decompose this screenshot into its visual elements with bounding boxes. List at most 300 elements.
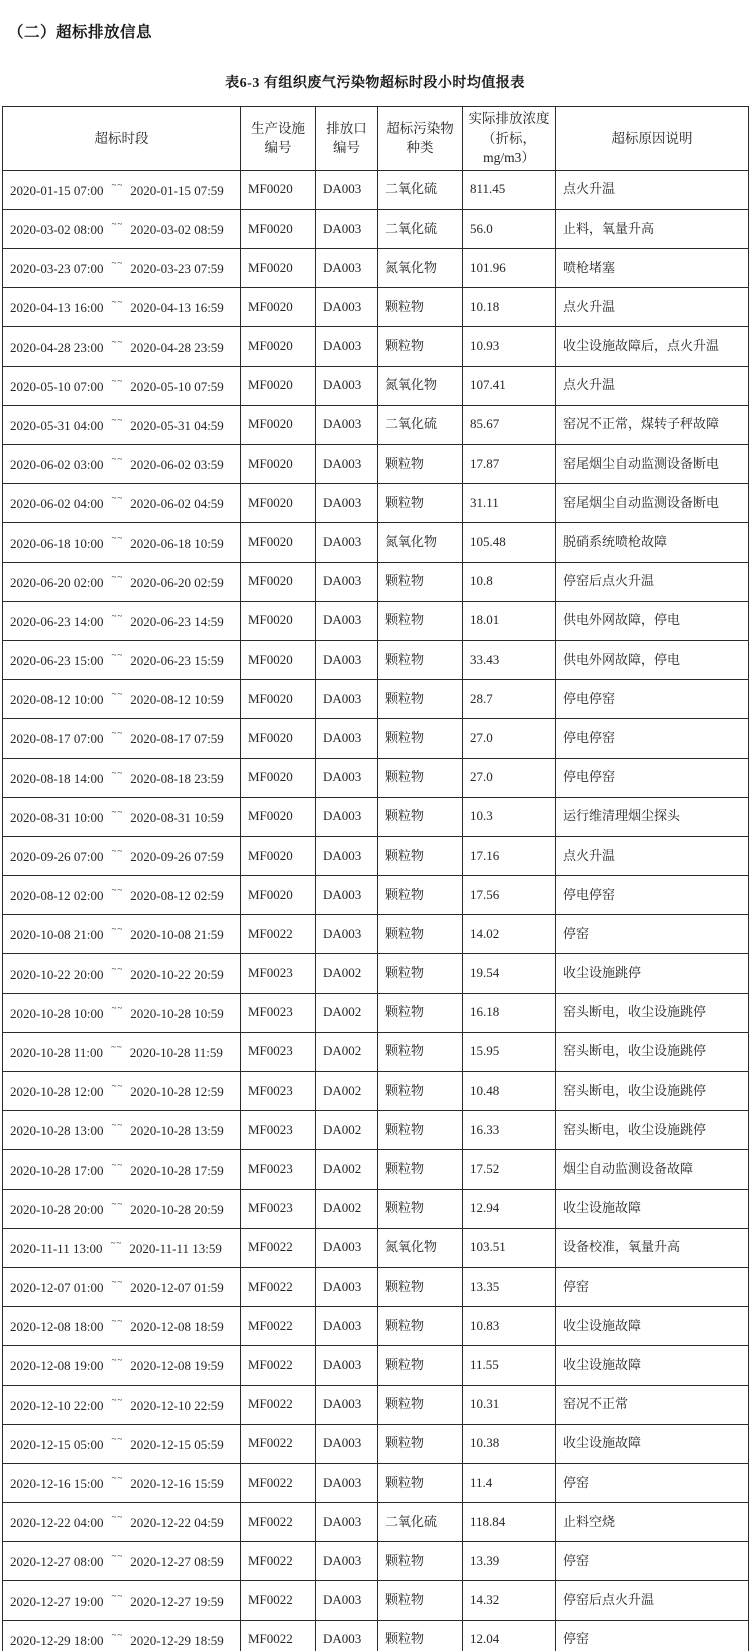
table-row — [3, 1267, 749, 1306]
period-start: 2020-08-12 10:00 — [10, 692, 104, 708]
cell-concentration: 107.41 — [463, 366, 556, 405]
cell-pollutant: 氮氧化物 — [378, 366, 463, 405]
cell-pollutant: 二氧化硫 — [378, 405, 463, 444]
table-row — [3, 562, 749, 601]
col-header-outlet-id: 排放口编号 — [316, 107, 378, 171]
cell-concentration: 17.16 — [463, 836, 556, 875]
table-row — [3, 1503, 749, 1542]
cell-facility-id: MF0020 — [241, 288, 316, 327]
cell-reason: 点火升温 — [556, 836, 749, 875]
cell-outlet-id: DA003 — [316, 758, 378, 797]
period-end: 2020-10-28 11:59 — [129, 1044, 223, 1060]
cell-facility-id: MF0020 — [241, 405, 316, 444]
cell-pollutant: 颗粒物 — [378, 1581, 463, 1620]
period-start: 2020-06-23 14:00 — [10, 613, 104, 629]
range-separator: ~~ — [111, 219, 124, 230]
cell-outlet-id: DA002 — [316, 993, 378, 1032]
cell-facility-id: MF0023 — [241, 993, 316, 1032]
cell-period — [3, 288, 241, 327]
cell-pollutant: 颗粒物 — [378, 680, 463, 719]
cell-concentration: 10.18 — [463, 288, 556, 327]
cell-reason: 停窑后点火升温 — [556, 1581, 749, 1620]
period-start: 2020-12-08 19:00 — [10, 1358, 104, 1374]
period-end: 2020-10-28 13:59 — [130, 1123, 224, 1139]
period-end: 2020-12-22 04:59 — [130, 1515, 224, 1531]
cell-period — [3, 601, 241, 640]
cell-pollutant: 氮氧化物 — [378, 523, 463, 562]
cell-concentration: 10.38 — [463, 1424, 556, 1463]
table-row — [3, 1385, 749, 1424]
period-start: 2020-08-12 02:00 — [10, 888, 104, 904]
cell-reason: 窑头断电，收尘设施跳停 — [556, 1111, 749, 1150]
cell-concentration: 101.96 — [463, 249, 556, 288]
table-row — [3, 1111, 749, 1150]
range-separator: ~~ — [111, 1473, 124, 1484]
period-start: 2020-06-23 15:00 — [10, 653, 104, 669]
cell-facility-id: MF0020 — [241, 523, 316, 562]
cell-period — [3, 1542, 241, 1581]
cell-reason: 运行维清理烟尘探头 — [556, 797, 749, 836]
cell-reason: 供电外网故障，停电 — [556, 601, 749, 640]
cell-reason: 收尘设施故障 — [556, 1189, 749, 1228]
period-end: 2020-10-22 20:59 — [130, 966, 224, 982]
period-start: 2020-10-28 11:00 — [10, 1044, 104, 1060]
cell-period — [3, 758, 241, 797]
period-start: 2020-06-02 03:00 — [10, 457, 104, 473]
cell-reason: 停电停窑 — [556, 758, 749, 797]
period-end: 2020-10-28 17:59 — [130, 1162, 224, 1178]
cell-pollutant: 颗粒物 — [378, 1463, 463, 1502]
cell-reason: 窑头断电，收尘设施跳停 — [556, 1072, 749, 1111]
period-end: 2020-12-07 01:59 — [130, 1280, 224, 1296]
cell-concentration: 27.0 — [463, 758, 556, 797]
cell-concentration: 10.48 — [463, 1072, 556, 1111]
cell-facility-id: MF0020 — [241, 327, 316, 366]
period-end: 2020-12-08 19:59 — [130, 1358, 224, 1374]
cell-concentration: 10.31 — [463, 1385, 556, 1424]
cell-facility-id: MF0023 — [241, 1111, 316, 1150]
table-row — [3, 209, 749, 248]
period-end: 2020-10-08 21:59 — [130, 927, 224, 943]
cell-concentration: 103.51 — [463, 1228, 556, 1267]
cell-concentration: 16.18 — [463, 993, 556, 1032]
period-end: 2020-08-12 10:59 — [130, 692, 224, 708]
cell-period — [3, 1346, 241, 1385]
cell-period — [3, 1385, 241, 1424]
period-start: 2020-01-15 07:00 — [10, 182, 104, 198]
cell-pollutant: 颗粒物 — [378, 1189, 463, 1228]
cell-reason: 窑头断电，收尘设施跳停 — [556, 993, 749, 1032]
cell-reason: 窑头断电，收尘设施跳停 — [556, 1032, 749, 1071]
cell-facility-id: MF0022 — [241, 1503, 316, 1542]
table-row — [3, 915, 749, 954]
cell-reason: 收尘设施故障 — [556, 1424, 749, 1463]
period-end: 2020-08-17 07:59 — [130, 731, 224, 747]
cell-pollutant: 二氧化硫 — [378, 1503, 463, 1542]
table-row — [3, 288, 749, 327]
range-separator: ~~ — [111, 1198, 124, 1209]
cell-pollutant: 颗粒物 — [378, 1307, 463, 1346]
range-separator: ~~ — [111, 532, 124, 543]
cell-reason: 停窑 — [556, 915, 749, 954]
cell-period — [3, 1150, 241, 1189]
cell-facility-id: MF0022 — [241, 1228, 316, 1267]
cell-outlet-id: DA003 — [316, 1620, 378, 1651]
cell-facility-id: MF0022 — [241, 1267, 316, 1306]
cell-period — [3, 640, 241, 679]
period-start: 2020-12-16 15:00 — [10, 1476, 104, 1492]
range-separator: ~~ — [111, 454, 124, 465]
table-row — [3, 836, 749, 875]
table-row — [3, 1032, 749, 1071]
table-title: 表6-3 有组织废气污染物超标时段小时均值报表 — [225, 76, 525, 91]
range-separator: ~~ — [111, 846, 124, 857]
period-start: 2020-12-29 18:00 — [10, 1632, 104, 1648]
section-heading: （二）超标排放信息 — [8, 24, 153, 41]
cell-facility-id: MF0020 — [241, 836, 316, 875]
period-end: 2020-08-12 02:59 — [130, 888, 224, 904]
cell-outlet-id: DA003 — [316, 1424, 378, 1463]
period-start: 2020-08-17 07:00 — [10, 731, 104, 747]
table-row — [3, 1542, 749, 1581]
cell-outlet-id: DA002 — [316, 1111, 378, 1150]
period-start: 2020-10-28 13:00 — [10, 1123, 104, 1139]
cell-period — [3, 1189, 241, 1228]
range-separator: ~~ — [110, 1237, 123, 1248]
cell-outlet-id: DA003 — [316, 797, 378, 836]
cell-period — [3, 797, 241, 836]
cell-concentration: 27.0 — [463, 719, 556, 758]
table-row — [3, 523, 749, 562]
period-start: 2020-08-31 10:00 — [10, 809, 104, 825]
cell-period — [3, 209, 241, 248]
cell-concentration: 11.55 — [463, 1346, 556, 1385]
range-separator: ~~ — [111, 1433, 124, 1444]
cell-pollutant: 颗粒物 — [378, 915, 463, 954]
cell-facility-id: MF0020 — [241, 562, 316, 601]
period-start: 2020-04-28 23:00 — [10, 339, 104, 355]
range-separator: ~~ — [111, 1002, 124, 1013]
cell-pollutant: 颗粒物 — [378, 719, 463, 758]
period-start: 2020-06-02 04:00 — [10, 496, 104, 512]
range-separator: ~~ — [111, 297, 124, 308]
period-end: 2020-06-20 02:59 — [130, 574, 224, 590]
range-separator: ~~ — [111, 1120, 124, 1131]
period-end: 2020-10-28 10:59 — [130, 1005, 224, 1021]
cell-pollutant: 颗粒物 — [378, 876, 463, 915]
period-start: 2020-12-07 01:00 — [10, 1280, 104, 1296]
cell-outlet-id: DA003 — [316, 601, 378, 640]
range-separator: ~~ — [111, 610, 124, 621]
period-end: 2020-03-02 08:59 — [130, 222, 224, 238]
cell-period — [3, 562, 241, 601]
range-separator: ~~ — [111, 963, 124, 974]
cell-pollutant: 氮氧化物 — [378, 249, 463, 288]
cell-concentration: 16.33 — [463, 1111, 556, 1150]
period-end: 2020-08-18 23:59 — [130, 770, 224, 786]
range-separator: ~~ — [111, 414, 124, 425]
cell-pollutant: 颗粒物 — [378, 1346, 463, 1385]
table-row — [3, 993, 749, 1032]
cell-reason: 停电停窑 — [556, 719, 749, 758]
cell-facility-id: MF0022 — [241, 1463, 316, 1502]
col-header-period: 超标时段 — [3, 107, 241, 171]
cell-facility-id: MF0023 — [241, 1032, 316, 1071]
cell-period — [3, 1424, 241, 1463]
cell-concentration: 10.93 — [463, 327, 556, 366]
cell-outlet-id: DA003 — [316, 1307, 378, 1346]
period-start: 2020-04-13 16:00 — [10, 300, 104, 316]
cell-period — [3, 1503, 241, 1542]
cell-reason: 止料，氧量升高 — [556, 209, 749, 248]
cell-pollutant: 颗粒物 — [378, 484, 463, 523]
table-row — [3, 405, 749, 444]
period-end: 2020-12-16 15:59 — [130, 1476, 224, 1492]
range-separator: ~~ — [111, 1355, 124, 1366]
period-start: 2020-06-18 10:00 — [10, 535, 104, 551]
cell-facility-id: MF0020 — [241, 484, 316, 523]
period-start: 2020-09-26 07:00 — [10, 849, 104, 865]
cell-facility-id: MF0020 — [241, 719, 316, 758]
cell-period — [3, 1072, 241, 1111]
range-separator: ~~ — [111, 336, 124, 347]
cell-reason: 停窑 — [556, 1620, 749, 1651]
cell-pollutant: 颗粒物 — [378, 601, 463, 640]
period-end: 2020-06-23 15:59 — [130, 653, 224, 669]
cell-outlet-id: DA003 — [316, 915, 378, 954]
range-separator: ~~ — [111, 571, 124, 582]
cell-period — [3, 405, 241, 444]
cell-outlet-id: DA003 — [316, 209, 378, 248]
range-separator: ~~ — [111, 885, 124, 896]
table-row — [3, 797, 749, 836]
period-start: 2020-08-18 14:00 — [10, 770, 104, 786]
cell-period — [3, 876, 241, 915]
range-separator: ~~ — [111, 1590, 124, 1601]
period-end: 2020-01-15 07:59 — [130, 182, 224, 198]
table-row — [3, 758, 749, 797]
range-separator: ~~ — [111, 728, 124, 739]
period-end: 2020-08-31 10:59 — [130, 809, 224, 825]
table-row — [3, 719, 749, 758]
table-row — [3, 1072, 749, 1111]
cell-concentration: 28.7 — [463, 680, 556, 719]
cell-facility-id: MF0020 — [241, 445, 316, 484]
period-start: 2020-12-27 08:00 — [10, 1554, 104, 1570]
period-start: 2020-10-22 20:00 — [10, 966, 104, 982]
range-separator: ~~ — [111, 1629, 124, 1640]
cell-outlet-id: DA003 — [316, 836, 378, 875]
cell-outlet-id: DA003 — [316, 562, 378, 601]
period-end: 2020-04-13 16:59 — [130, 300, 224, 316]
range-separator: ~~ — [111, 1041, 123, 1052]
cell-concentration: 56.0 — [463, 209, 556, 248]
cell-pollutant: 氮氧化物 — [378, 1228, 463, 1267]
period-end: 2020-06-18 10:59 — [130, 535, 224, 551]
period-start: 2020-11-11 13:00 — [10, 1240, 103, 1256]
cell-outlet-id: DA003 — [316, 1385, 378, 1424]
table-row — [3, 1228, 749, 1267]
cell-reason: 窑况不正常 — [556, 1385, 749, 1424]
cell-concentration: 33.43 — [463, 640, 556, 679]
cell-reason: 窑尾烟尘自动监测设备断电 — [556, 484, 749, 523]
cell-period — [3, 1228, 241, 1267]
period-end: 2020-06-02 04:59 — [130, 496, 224, 512]
period-start: 2020-10-28 12:00 — [10, 1084, 104, 1100]
period-end: 2020-12-10 22:59 — [130, 1397, 224, 1413]
cell-reason: 供电外网故障，停电 — [556, 640, 749, 679]
cell-facility-id: MF0020 — [241, 797, 316, 836]
cell-facility-id: MF0023 — [241, 1150, 316, 1189]
table-row — [3, 484, 749, 523]
cell-reason: 止料空烧 — [556, 1503, 749, 1542]
table-row — [3, 1581, 749, 1620]
period-start: 2020-06-20 02:00 — [10, 574, 104, 590]
cell-reason: 停窑 — [556, 1463, 749, 1502]
cell-period — [3, 1620, 241, 1651]
cell-period — [3, 249, 241, 288]
cell-period — [3, 366, 241, 405]
cell-concentration: 10.3 — [463, 797, 556, 836]
cell-pollutant: 颗粒物 — [378, 1032, 463, 1071]
period-start: 2020-03-23 07:00 — [10, 261, 104, 277]
period-end: 2020-11-11 13:59 — [129, 1240, 222, 1256]
cell-reason: 收尘设施故障 — [556, 1346, 749, 1385]
cell-facility-id: MF0022 — [241, 1346, 316, 1385]
cell-reason: 收尘设施故障 — [556, 1307, 749, 1346]
cell-pollutant: 颗粒物 — [378, 954, 463, 993]
period-end: 2020-12-08 18:59 — [130, 1319, 224, 1335]
period-end: 2020-05-10 07:59 — [130, 378, 224, 394]
cell-outlet-id: DA003 — [316, 1228, 378, 1267]
cell-facility-id: MF0022 — [241, 1542, 316, 1581]
cell-period — [3, 915, 241, 954]
cell-outlet-id: DA002 — [316, 1072, 378, 1111]
cell-outlet-id: DA003 — [316, 680, 378, 719]
cell-reason: 点火升温 — [556, 288, 749, 327]
cell-period — [3, 327, 241, 366]
period-start: 2020-10-28 17:00 — [10, 1162, 104, 1178]
cell-facility-id: MF0022 — [241, 1620, 316, 1651]
cell-outlet-id: DA003 — [316, 1542, 378, 1581]
cell-concentration: 19.54 — [463, 954, 556, 993]
cell-period — [3, 1581, 241, 1620]
cell-pollutant: 颗粒物 — [378, 640, 463, 679]
range-separator: ~~ — [111, 689, 124, 700]
cell-pollutant: 颗粒物 — [378, 1620, 463, 1651]
cell-outlet-id: DA003 — [316, 523, 378, 562]
cell-concentration: 17.52 — [463, 1150, 556, 1189]
cell-pollutant: 颗粒物 — [378, 562, 463, 601]
cell-pollutant: 颗粒物 — [378, 288, 463, 327]
cell-pollutant: 颗粒物 — [378, 1267, 463, 1306]
range-separator: ~~ — [111, 806, 124, 817]
table-row — [3, 1346, 749, 1385]
range-separator: ~~ — [111, 179, 124, 190]
cell-period — [3, 719, 241, 758]
cell-concentration: 31.11 — [463, 484, 556, 523]
range-separator: ~~ — [111, 375, 124, 386]
cell-outlet-id: DA003 — [316, 1267, 378, 1306]
cell-concentration: 811.45 — [463, 170, 556, 209]
col-header-concentration: 实际排放浓度（折标，mg/m3） — [463, 107, 556, 171]
cell-period — [3, 836, 241, 875]
cell-reason: 停窑 — [556, 1542, 749, 1581]
period-start: 2020-12-27 19:00 — [10, 1593, 104, 1609]
period-end: 2020-12-29 18:59 — [130, 1632, 224, 1648]
period-start: 2020-10-28 20:00 — [10, 1201, 104, 1217]
period-start: 2020-12-22 04:00 — [10, 1515, 104, 1531]
cell-facility-id: MF0023 — [241, 1072, 316, 1111]
cell-facility-id: MF0022 — [241, 1385, 316, 1424]
range-separator: ~~ — [111, 1551, 124, 1562]
cell-concentration: 85.67 — [463, 405, 556, 444]
cell-outlet-id: DA003 — [316, 445, 378, 484]
cell-reason: 收尘设施故障后，点火升温 — [556, 327, 749, 366]
cell-period — [3, 523, 241, 562]
cell-period — [3, 484, 241, 523]
cell-concentration: 15.95 — [463, 1032, 556, 1071]
period-end: 2020-09-26 07:59 — [130, 849, 224, 865]
cell-period — [3, 1307, 241, 1346]
cell-outlet-id: DA003 — [316, 366, 378, 405]
period-end: 2020-04-28 23:59 — [130, 339, 224, 355]
cell-concentration: 12.04 — [463, 1620, 556, 1651]
period-end: 2020-10-28 12:59 — [130, 1084, 224, 1100]
period-end: 2020-06-02 03:59 — [130, 457, 224, 473]
cell-concentration: 12.94 — [463, 1189, 556, 1228]
cell-outlet-id: DA003 — [316, 1463, 378, 1502]
period-end: 2020-06-23 14:59 — [130, 613, 224, 629]
cell-period — [3, 1032, 241, 1071]
range-separator: ~~ — [111, 1081, 124, 1092]
period-start: 2020-05-31 04:00 — [10, 417, 104, 433]
table-row — [3, 366, 749, 405]
cell-reason: 脱硝系统喷枪故障 — [556, 523, 749, 562]
cell-outlet-id: DA002 — [316, 1150, 378, 1189]
col-header-pollutant: 超标污染物种类 — [378, 107, 463, 171]
cell-concentration: 13.39 — [463, 1542, 556, 1581]
cell-outlet-id: DA003 — [316, 484, 378, 523]
cell-reason: 点火升温 — [556, 366, 749, 405]
cell-pollutant: 二氧化硫 — [378, 170, 463, 209]
cell-pollutant: 颗粒物 — [378, 993, 463, 1032]
cell-outlet-id: DA003 — [316, 249, 378, 288]
cell-facility-id: MF0022 — [241, 915, 316, 954]
cell-concentration: 17.56 — [463, 876, 556, 915]
table-row — [3, 170, 749, 209]
cell-period — [3, 993, 241, 1032]
cell-facility-id: MF0020 — [241, 876, 316, 915]
exceedance-table — [2, 106, 749, 1651]
period-start: 2020-05-10 07:00 — [10, 378, 104, 394]
cell-facility-id: MF0020 — [241, 758, 316, 797]
cell-facility-id: MF0020 — [241, 640, 316, 679]
cell-facility-id: MF0022 — [241, 1307, 316, 1346]
range-separator: ~~ — [111, 767, 124, 778]
cell-pollutant: 颗粒物 — [378, 1385, 463, 1424]
col-header-reason: 超标原因说明 — [556, 107, 749, 171]
cell-concentration: 105.48 — [463, 523, 556, 562]
cell-outlet-id: DA002 — [316, 954, 378, 993]
cell-concentration: 11.4 — [463, 1463, 556, 1502]
cell-outlet-id: DA003 — [316, 327, 378, 366]
period-start: 2020-12-15 05:00 — [10, 1436, 104, 1452]
period-start: 2020-12-08 18:00 — [10, 1319, 104, 1335]
cell-concentration: 14.32 — [463, 1581, 556, 1620]
table-row — [3, 1189, 749, 1228]
cell-concentration: 18.01 — [463, 601, 556, 640]
